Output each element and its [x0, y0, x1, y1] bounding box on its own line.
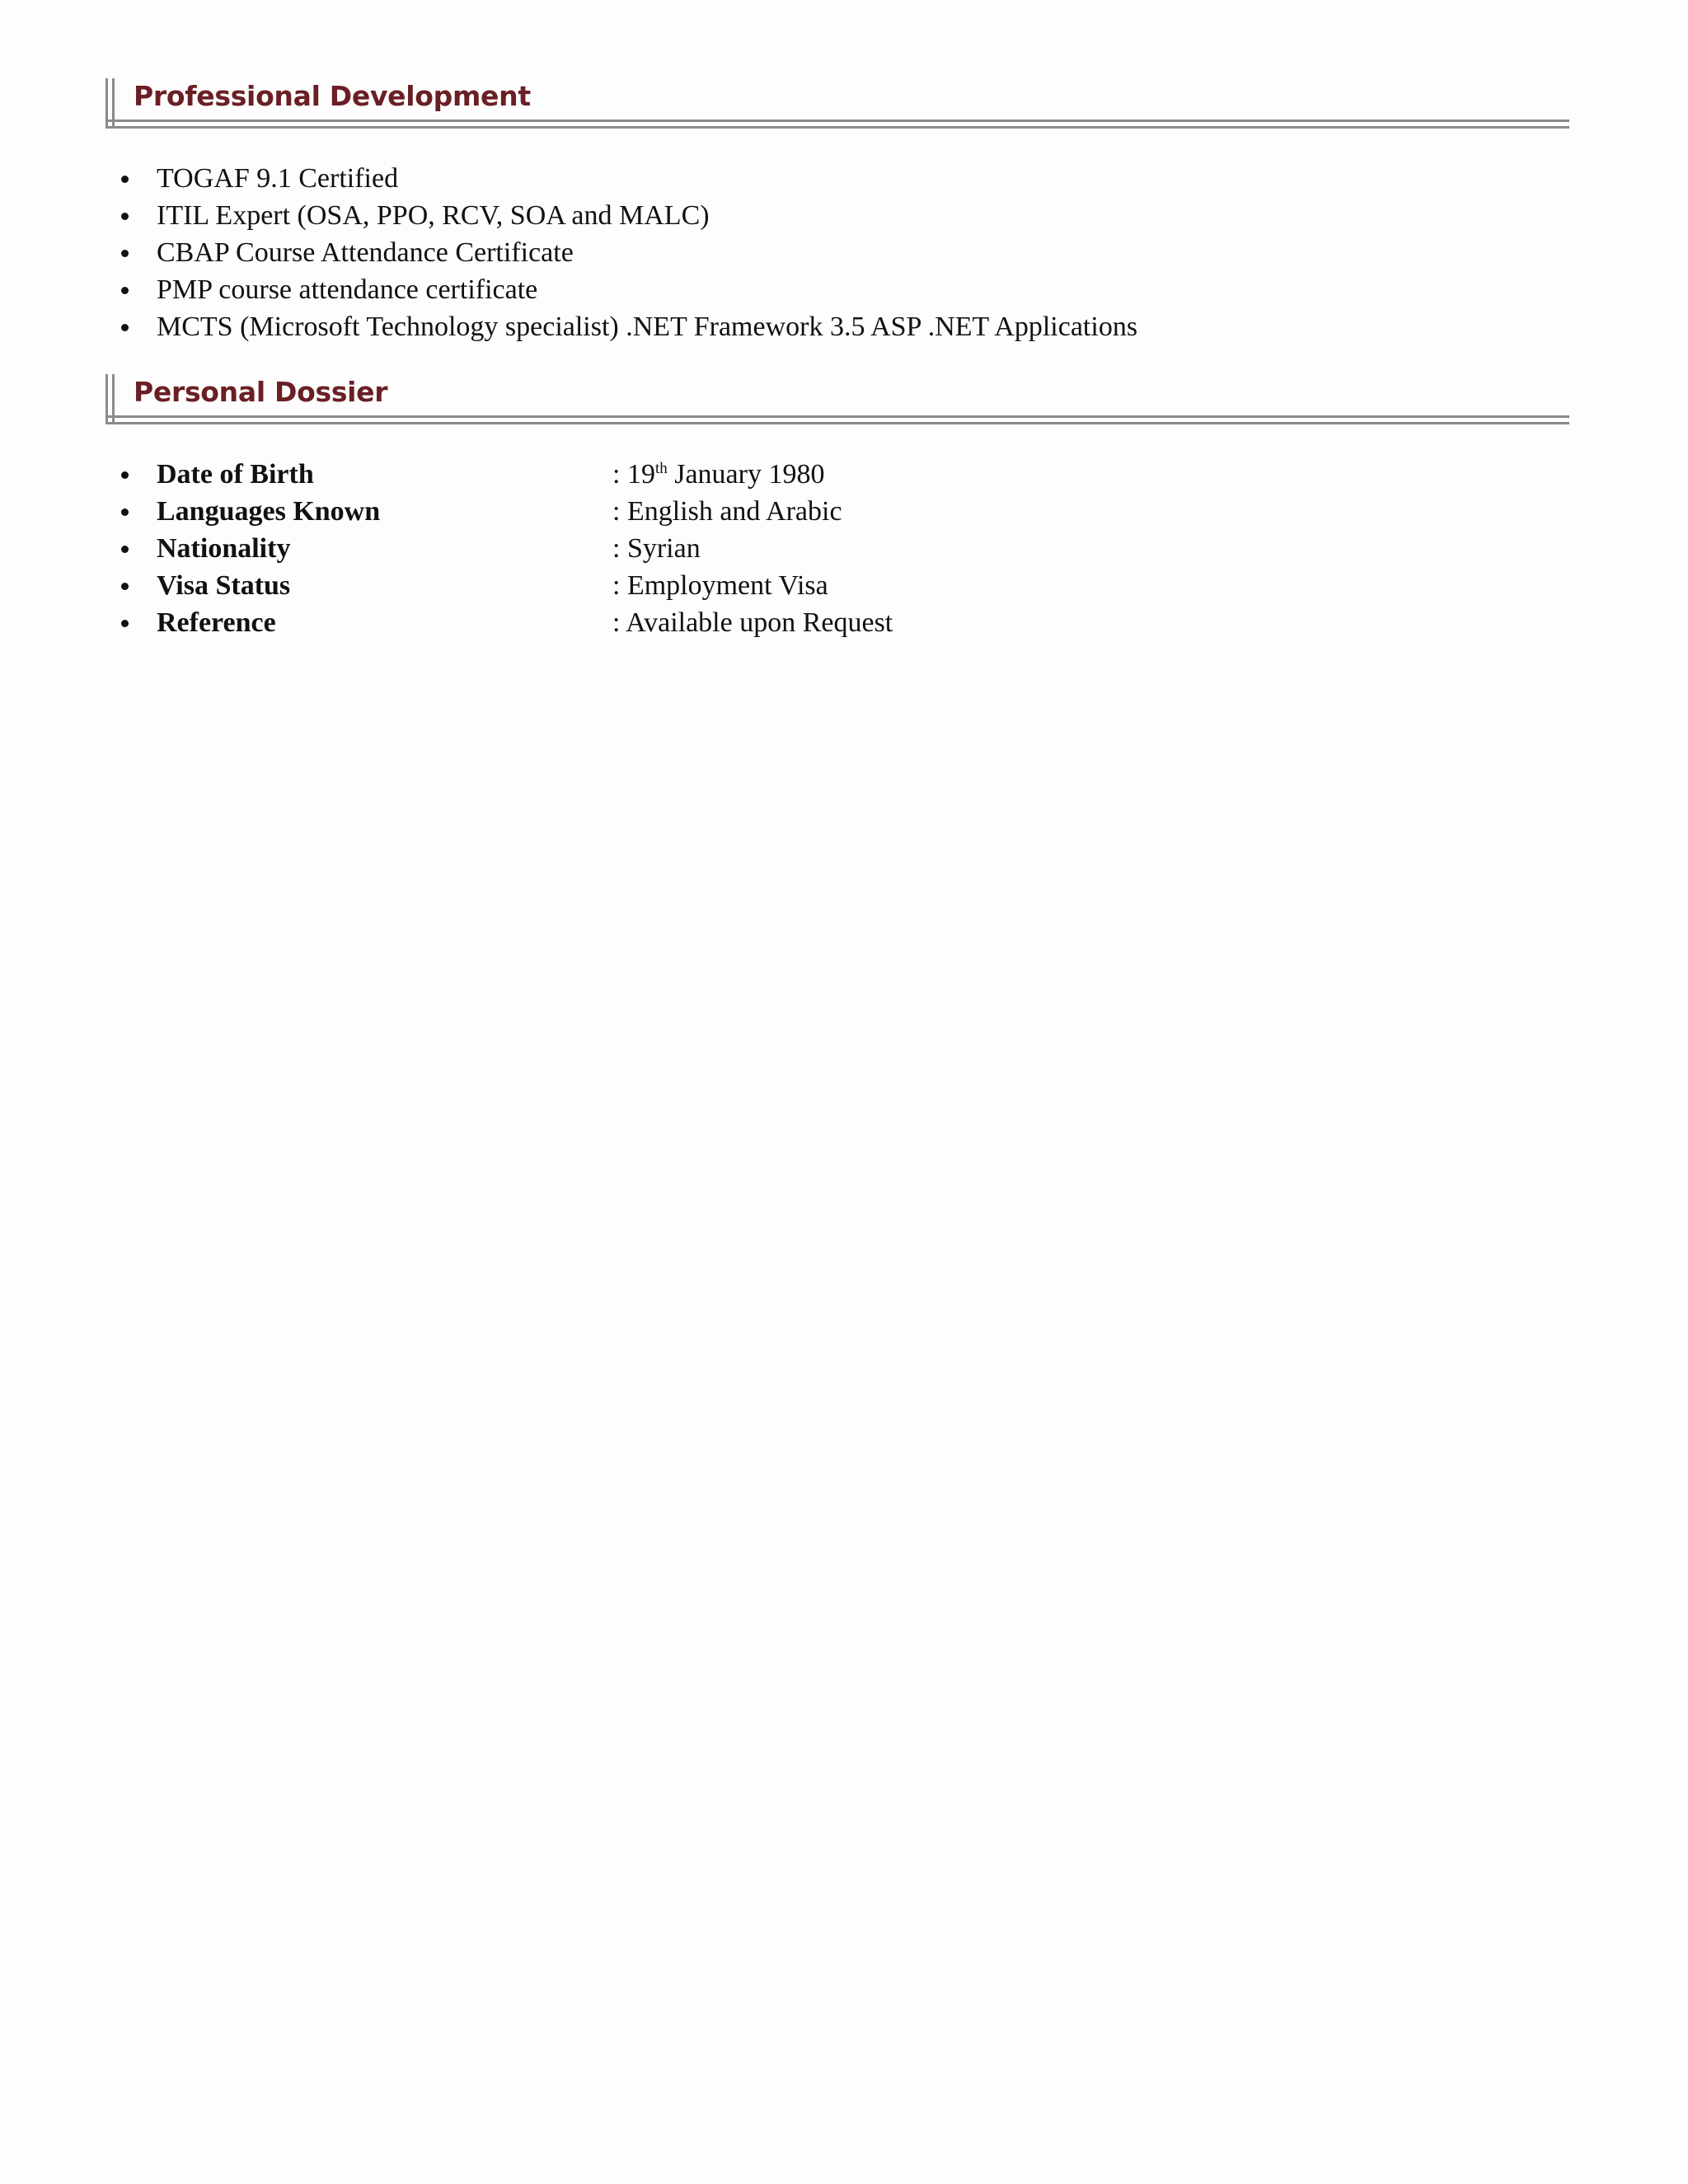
bullet-icon: [121, 620, 129, 627]
list-item: CBAP Course Attendance Certificate: [115, 234, 1137, 271]
header-rule: [106, 126, 1569, 129]
dossier-label: Date of Birth: [157, 459, 314, 490]
bullet-icon: [121, 471, 129, 479]
dossier-value: : Employment Visa: [612, 570, 828, 601]
personal-dossier-list: [115, 456, 893, 641]
list-item: MCTS (Microsoft Technology specialist) .NET Framework 3.5 ASP .NET Applications: [115, 308, 1137, 345]
dossier-label: Visa Status: [157, 570, 291, 601]
bullet-icon: [121, 213, 129, 220]
header-rule: [106, 415, 1569, 418]
dossier-row: [115, 530, 893, 567]
bullet-icon: [121, 176, 129, 183]
dossier-label: Reference: [157, 607, 276, 638]
list-item: TOGAF 9.1 Certified: [115, 160, 1137, 197]
list-item: PMP course attendance certificate: [115, 271, 1137, 308]
bullet-icon: [121, 509, 129, 516]
professional-development-header: [106, 78, 1569, 128]
personal-dossier-header: [106, 374, 1569, 424]
dossier-value: : Available upon Request: [612, 607, 893, 638]
section-title: Professional Development: [134, 80, 531, 112]
dossier-value: : English and Arabic: [612, 496, 842, 527]
dossier-value: : Syrian: [612, 533, 701, 564]
bullet-icon: [121, 250, 129, 257]
bullet-icon: [121, 583, 129, 590]
dossier-label: Nationality: [157, 533, 291, 564]
professional-development-list: [115, 160, 1137, 345]
header-rule: [106, 422, 1569, 424]
bullet-icon: [121, 287, 129, 294]
dossier-row: [115, 493, 893, 530]
bullet-icon: [121, 324, 129, 331]
list-item: ITIL Expert (OSA, PPO, RCV, SOA and MALC): [115, 197, 1137, 234]
header-rule: [106, 120, 1569, 122]
dossier-row: [115, 567, 893, 604]
bullet-icon: [121, 546, 129, 553]
dossier-value: : 19th January 1980: [612, 459, 825, 490]
dossier-label: Languages Known: [157, 496, 381, 527]
section-title: Personal Dossier: [134, 376, 388, 408]
dossier-row: [115, 604, 893, 641]
dossier-row: [115, 456, 893, 493]
